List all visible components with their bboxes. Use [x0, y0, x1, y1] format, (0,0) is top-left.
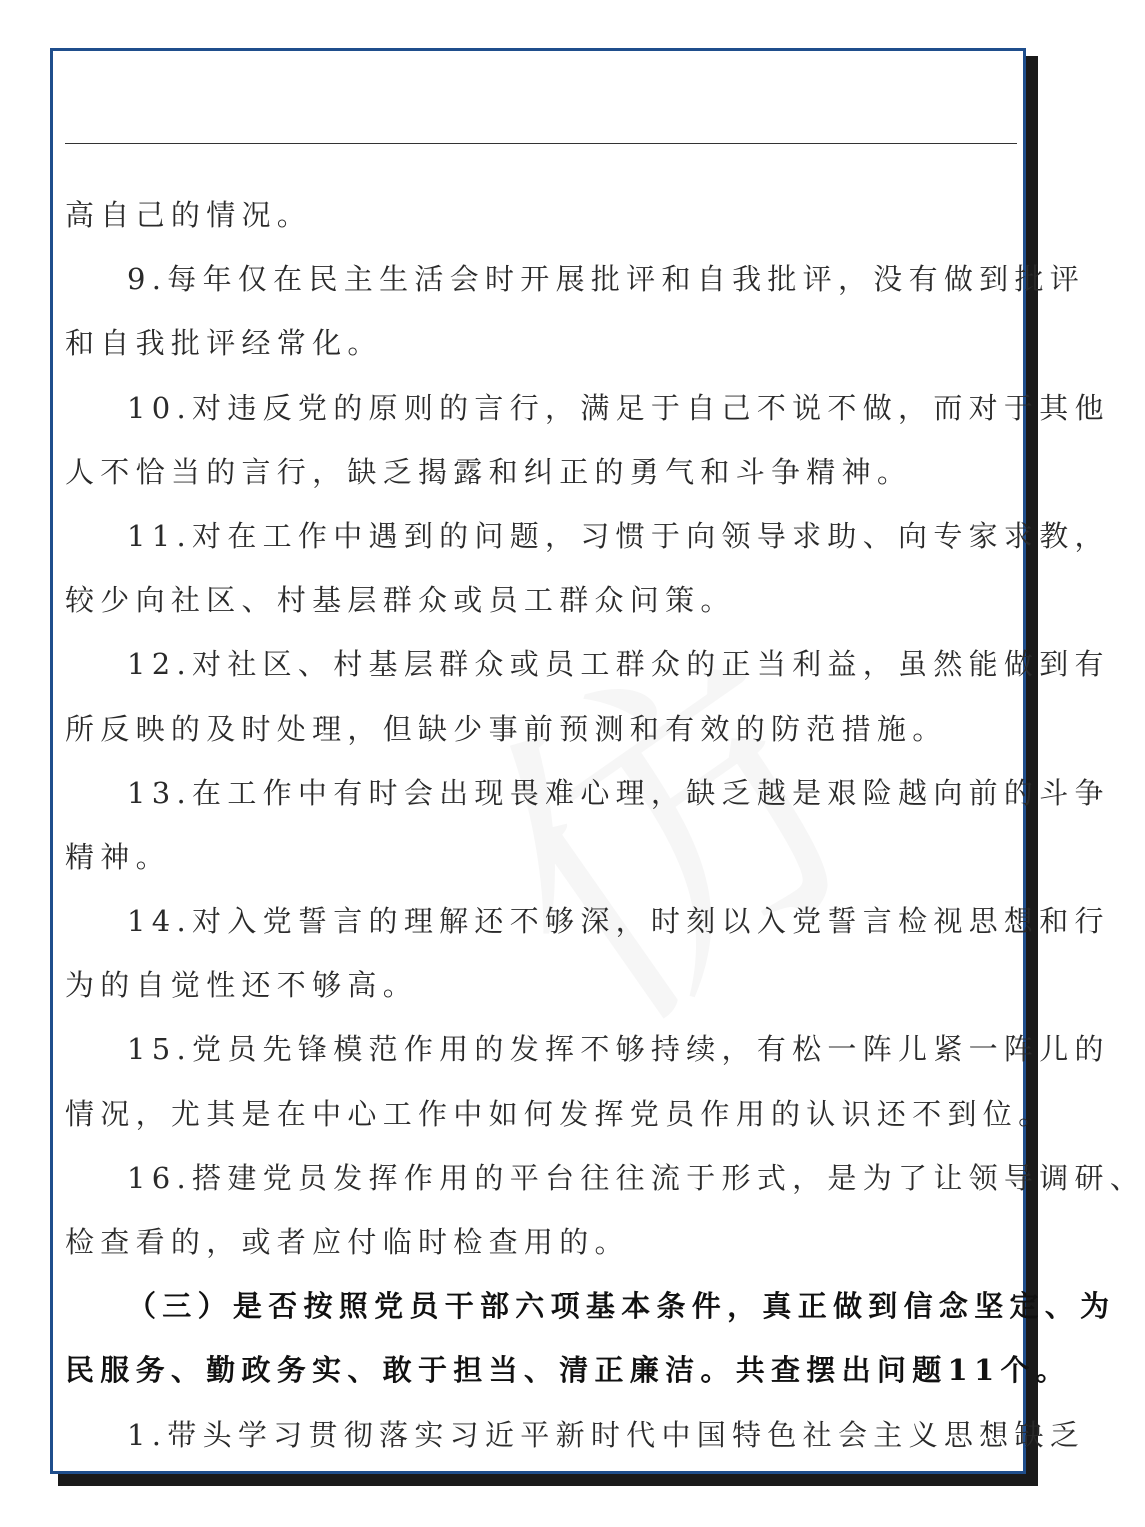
text-line: 15.党员先锋模范作用的发挥不够持续，有松一阵儿紧一阵儿的	[127, 1032, 1110, 1067]
text-line: 13.在工作中有时会出现畏难心理，缺乏越是艰险越向前的斗争	[127, 775, 1110, 810]
document-page	[50, 48, 1145, 1474]
text-line: 11.对在工作中遇到的问题，习惯于向领导求助、向专家求教，	[127, 518, 1110, 553]
document-body	[65, 183, 1145, 1467]
text-line: 1.带头学习贯彻落实习近平新时代中国特色社会主义思想缺乏	[127, 1417, 1086, 1452]
text-line: 较少向社区、村基层群众或员工群众问策。	[65, 583, 736, 618]
text-line: 所反映的及时处理，但缺少事前预测和有效的防范措施。	[65, 711, 948, 746]
text-line: 9.每年仅在民主生活会时开展批评和自我批评，没有做到批评	[127, 262, 1086, 297]
header-rule	[65, 143, 1017, 144]
text-line: 情况，尤其是在中心工作中如何发挥党员作用的认识还不到位。	[65, 1096, 1054, 1131]
text-line: 人不恰当的言行，缺乏揭露和纠正的勇气和斗争精神。	[65, 454, 913, 489]
text-line: 检查看的，或者应付临时检查用的。	[65, 1225, 630, 1259]
text-line: 高自己的情况。	[65, 198, 313, 232]
text-line: 10.对违反党的原则的言行，满足于自己不说不做，而对于其他	[127, 390, 1110, 425]
text-line: 和自我批评经常化。	[65, 326, 383, 361]
text-line: 为的自觉性还不够高。	[65, 968, 419, 1003]
text-line: 精神。	[65, 839, 171, 874]
text-line: 16.搭建党员发挥作用的平台往往流于形式，是为了让领导调研、	[127, 1160, 1145, 1195]
section-heading: （三）是否按照党员干部六项基本条件，真正做到信念坚定、为	[127, 1289, 1116, 1324]
text-line: 14.对入党誓言的理解还不够深，时刻以入党誓言检视思想和行	[127, 904, 1110, 939]
section-heading: 民服务、勤政务实、敢于担当、清正廉洁。共查摆出问题11个。	[65, 1353, 1072, 1388]
text-line: 12.对社区、村基层群众或员工群众的正当利益，虽然能做到有	[127, 647, 1110, 682]
